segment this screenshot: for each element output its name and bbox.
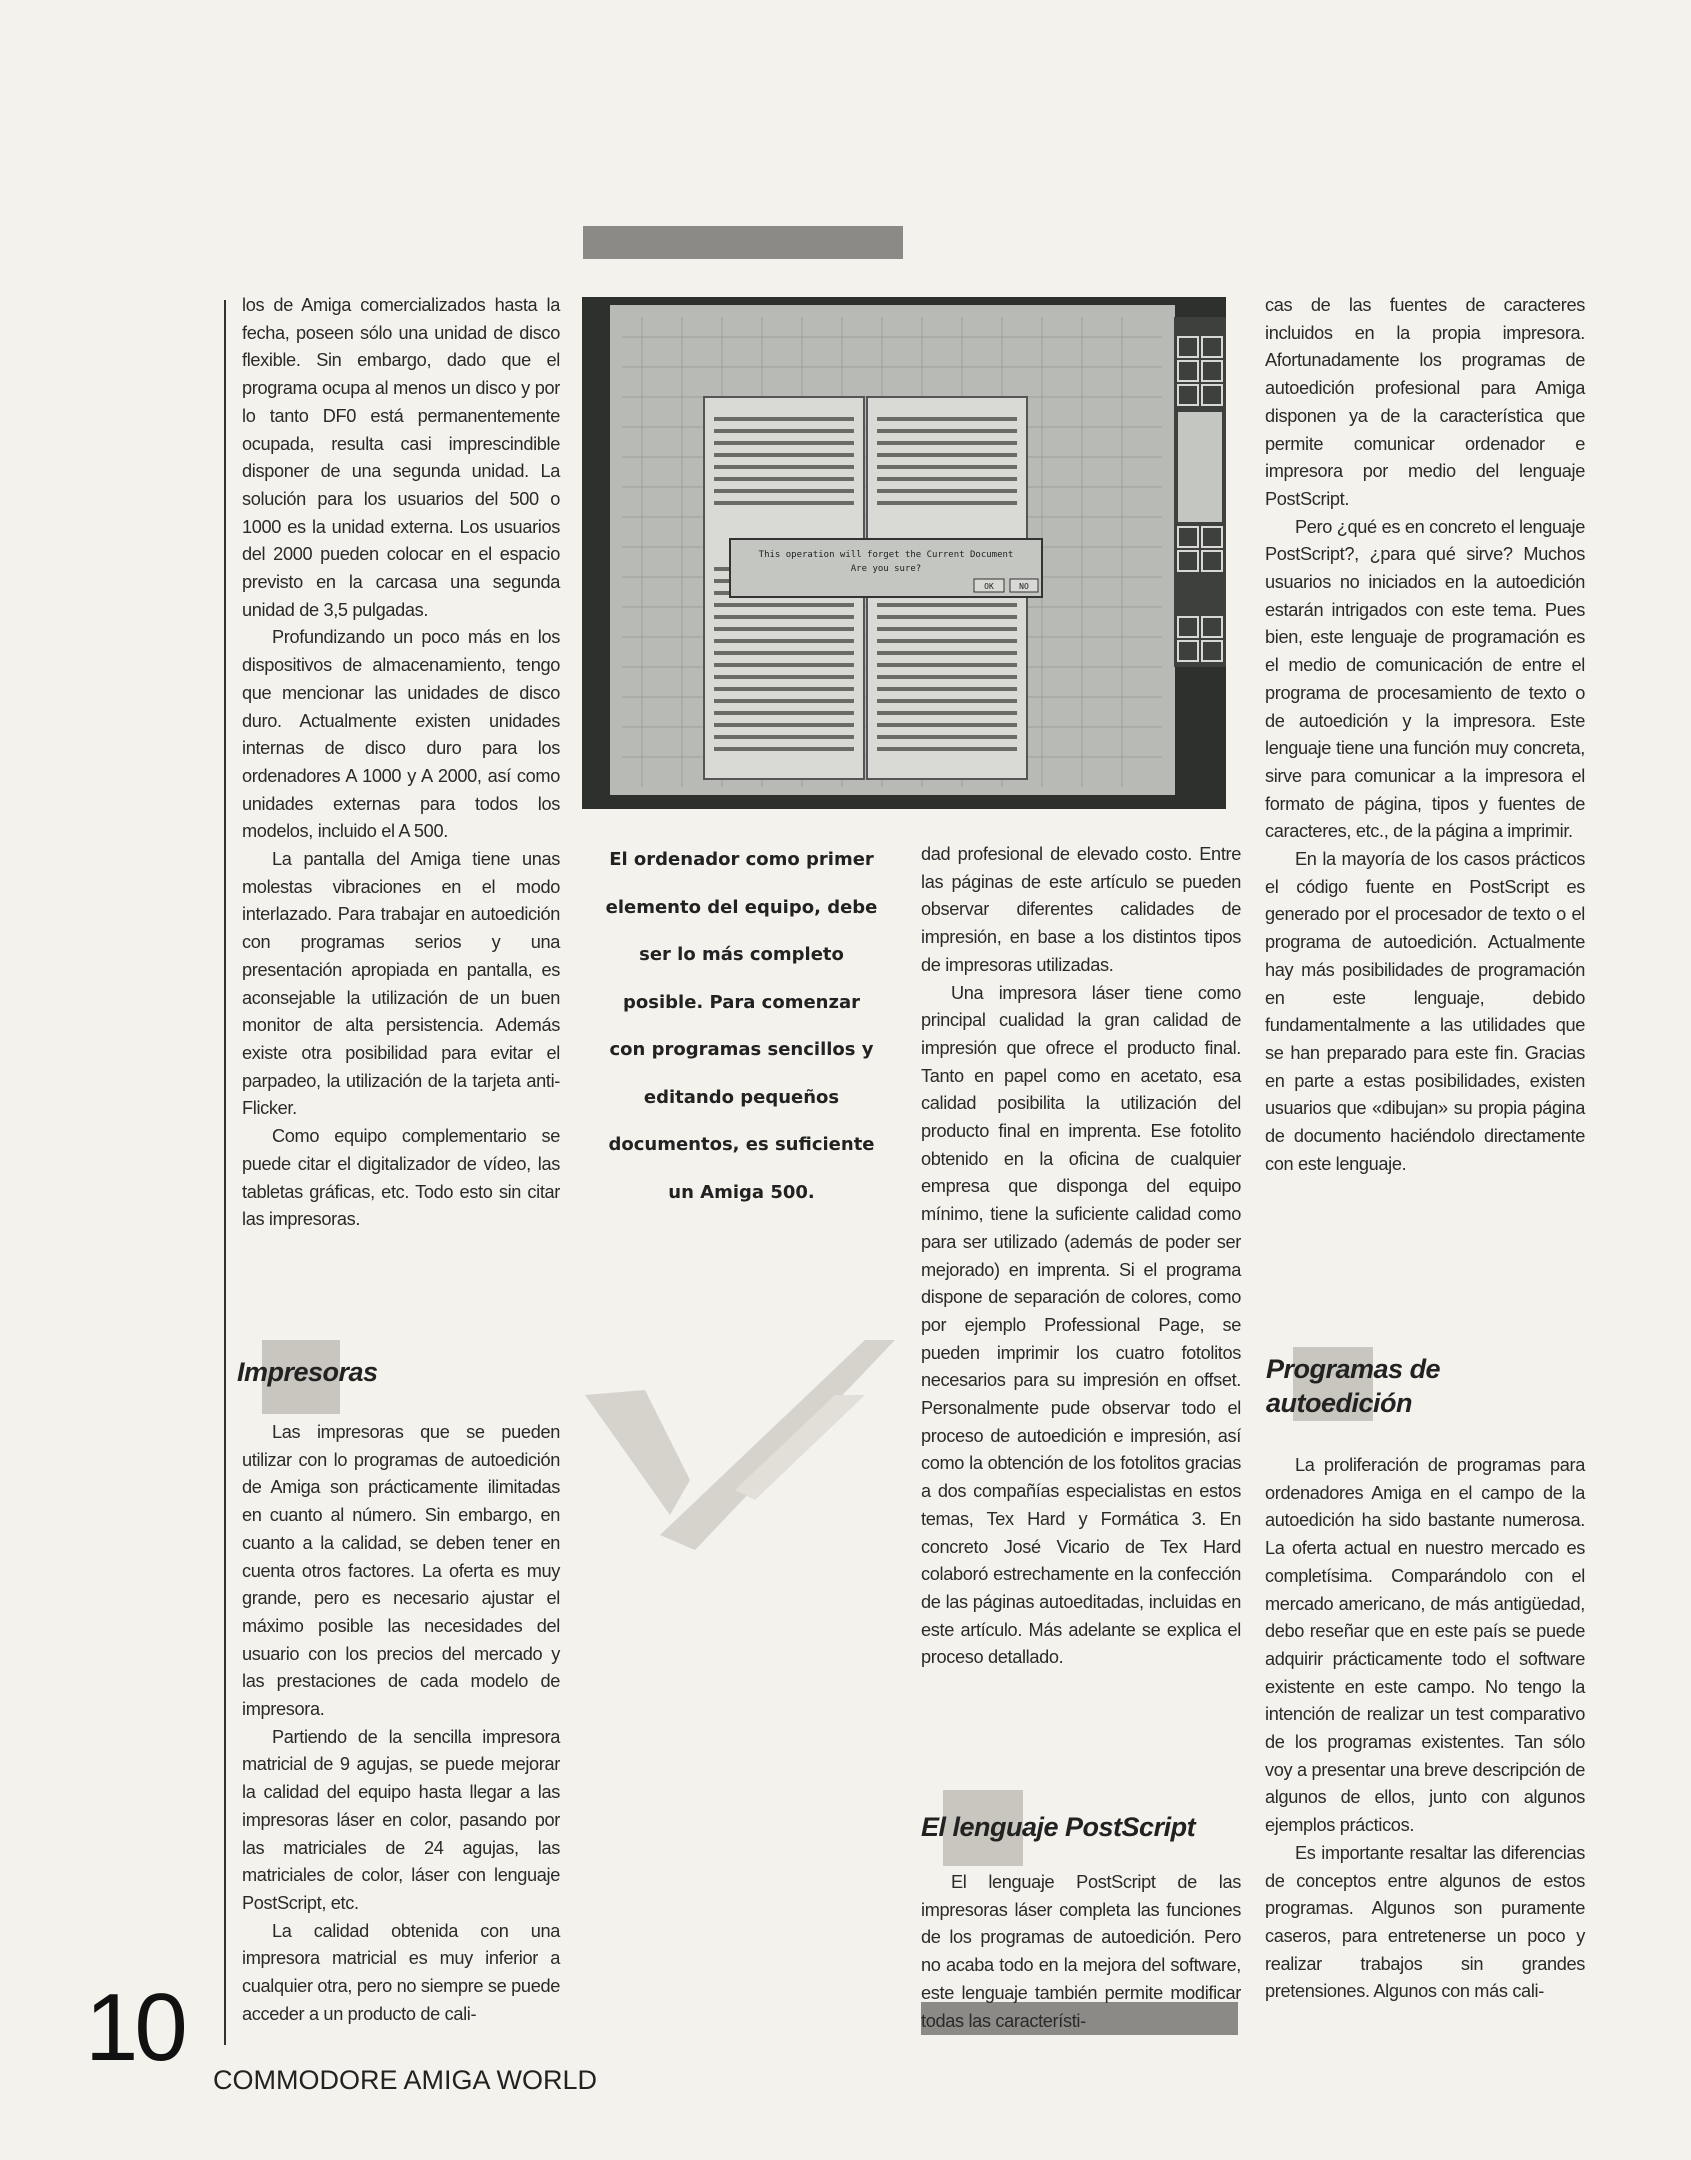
heading-postscript: El lenguaje PostScript — [921, 1812, 1196, 1842]
paragraph: Partiendo de la sencilla impresora matricial de 9 agujas, se puede mejorar la calidad del equipo hasta llegar a las impresoras láser en color, pasando por las matriciales de 24 agujas, las matriciales de color, láser con lenguaje PostScript, etc. — [242, 1726, 560, 1913]
caption-line: El ordenador como primer — [609, 849, 874, 870]
dialog-text-1: This operation will forget the Current Document — [758, 550, 1014, 560]
column-3-lower — [921, 1869, 1241, 2035]
dialog-ok: OK — [984, 582, 994, 591]
paragraph: los de Amiga comercializados hasta la fecha, poseen sólo una unidad de disco flexible. Sin embargo, dado que el programa ocupa al menos un disco y por lo tanto DF0 está permanentemente ocupada, resulta casi imprescindible disponer de una segunda unidad. La solución para los usuarios del 500 o 1000 es la unidad externa. Los usuarios del 2000 pueden colocar en el espacio previsto en la carcasa una segunda unidad de 3,5 pulgadas. — [242, 295, 560, 620]
paragraph: La calidad obtenida con una impresora matricial es muy inferior a cualquier otra, pero no siempre se puede acceder a un producto de cali- — [242, 1920, 560, 2024]
paragraph: Pero ¿qué es en concreto el lenguaje PostScript?, ¿para qué sirve? Muchos usuarios no iniciados en la autoedición estarán intrigados con este tema. Pues bien, este lenguaje de programación es el medio de comunicación de entre el programa de procesamiento de texto o de autoedición y la impresora. Este lenguaje tiene una función muy concreta, sirve para comunicar a la impresora el formato de página, tipos y fuentes de caracteres, etc., de la página a imprimir. — [1265, 516, 1585, 842]
dialog-text-2: Are you sure? — [850, 564, 922, 574]
caption-line: editando pequeños — [643, 1086, 840, 1108]
column-1 — [242, 292, 560, 1234]
caption-line: documentos, es suficiente — [608, 1134, 875, 1155]
magazine-logo-watermark — [585, 1340, 925, 1550]
paragraph: Una impresora láser tiene como principal cualidad la gran calidad de impresión que ofrece el producto final. Tanto en papel como en acetato, esa calidad posibilita la utilización del producto final en imprenta. Ese fotolito obtenido en la oficina de cualquier empresa que disponga del equipo mínimo, tiene la suficiente calidad como para ser utilizado (además de poder ser mejorado) en imprenta. Si el programa dispone de separación de colores, como por ejemplo Professional Page, se pueden imprimir los cuatro fotolitos necesarios para su impresión en offset. Personalmente pude observar todo el proceso de autoedición e impresión, así como la obtención de los fotolitos gracias a dos compañías especialistas en estos temas, Tex Hard y Formática 3. En concreto José Vicario de Tex Hard colaboró estrechamente en la confección de las páginas autoeditadas, incluidas en este artículo. Más adelante se explica el proceso detallado. — [921, 982, 1241, 1668]
heading-line: Programas de — [1266, 1354, 1441, 1384]
paragraph: En la mayoría de los casos prácticos el código fuente en PostScript es generado por el procesador de texto o el programa de autoedición. Actualmente hay más posibilidades de programación en este lenguaje, debido fundamentalmente a las utilidades que se han preparado para este fin. Gracias en parte a estas posibilidades, existen usuarios que «dibujan» su propia página de documento haciéndolo directamente con este lenguaje. — [1265, 849, 1585, 1174]
photo-caption — [578, 836, 905, 1216]
column-1-lower — [242, 1419, 560, 2028]
caption-line: ser lo más completo — [639, 944, 844, 965]
heading-programas — [1266, 1352, 1440, 1420]
paragraph: La pantalla del Amiga tiene unas molestas vibraciones en el modo interlazado. Para trabajar en autoedición con programas serios y una presentación apropiada en pantalla, es aconsejable la utilización de un buen monitor de alta persistencia. Además existe otra posibilidad para evitar el parpadeo, la utilización de la tarjeta anti-Flicker. — [242, 849, 560, 1119]
paragraph: Las impresoras que se pueden utilizar con lo programas de autoedición de Amiga son prácticamente ilimitadas en cuanto al número. Sin embargo, en cuanto a la calidad, se deben tener en cuenta otros factores. La oferta es muy grande, pero es necesario ajustar el máximo posible las necesidades del usuario con los precios del mercado y las prestaciones de cada modelo de impresora. — [242, 1422, 560, 1720]
caption-line: con programas sencillos y — [609, 1039, 874, 1060]
paragraph: El lenguaje PostScript de las impresoras láser completa las funciones de los programas de autoedición. Pero no acaba todo en la mejora del software, este lenguaje también permite modificar todas las característi- — [921, 1872, 1241, 2031]
top-grey-bar — [583, 226, 903, 259]
paragraph: Como equipo complementario se puede citar el digitalizador de vídeo, las tabletas gráficas, etc. Todo esto sin citar las impresoras. — [242, 1126, 560, 1230]
screen-photo-illustration — [582, 297, 1226, 809]
caption-line: posible. Para comenzar — [623, 991, 860, 1013]
column-4 — [1265, 292, 1585, 1179]
left-vertical-rule — [224, 300, 226, 2045]
dialog-cancel: NO — [1019, 582, 1029, 591]
paragraph: Profundizando un poco más en los dispositivos de almacenamiento, tengo que mencionar las unidades de disco duro. Actualmente existen unidades internas de disco duro para los ordenadores A 1000 y A 2000, así como unidades externas para todos los modelos, incluido el A 500. — [242, 627, 560, 842]
column-3 — [921, 841, 1241, 1672]
paragraph: dad profesional de elevado costo. Entre las páginas de este artículo se pueden observar diferentes calidades de impresión, en base a los distintos tipos de impresoras utilizadas. — [921, 844, 1241, 975]
caption-line: un Amiga 500. — [668, 1181, 815, 1203]
paragraph: cas de las fuentes de caracteres incluidos en la propia impresora. Afortunadamente los programas de autoedición profesional para Amiga disponen ya de la característica que permite comunicar ordenador e impresora por medio del lenguaje PostScript. — [1265, 295, 1585, 509]
column-4-lower — [1265, 1452, 1585, 2006]
magazine-footer: COMMODORE AMIGA WORLD — [213, 2065, 598, 2095]
heading-impresoras: Impresoras — [237, 1357, 378, 1387]
paragraph: La proliferación de programas para ordenadores Amiga en el campo de la autoedición ha sido bastante numerosa. La oferta actual en nuestro mercado es completísima. Comparándolo con el mercado americano, de más antigüedad, debo reseñar que en este país se puede adquirir prácticamente todo el software existente en este campo. No tengo la intención de realizar un test comparativo de los programas existentes. Tan sólo voy a presentar una breve descripción de algunos de ellos, junto con algunos ejemplos prácticos. — [1265, 1455, 1585, 1836]
heading-line: autoedición — [1266, 1388, 1413, 1418]
caption-line: elemento del equipo, debe — [605, 896, 878, 918]
paragraph: Es importante resaltar las diferencias de conceptos entre algunos de estos programas. Algunos son puramente caseros, para entretenerse un poco y realizar trabajos sin grandes pretensiones. Algunos con más cali- — [1265, 1842, 1585, 2002]
screen-photo — [582, 297, 1226, 809]
page-number: 10 — [85, 1974, 184, 2081]
